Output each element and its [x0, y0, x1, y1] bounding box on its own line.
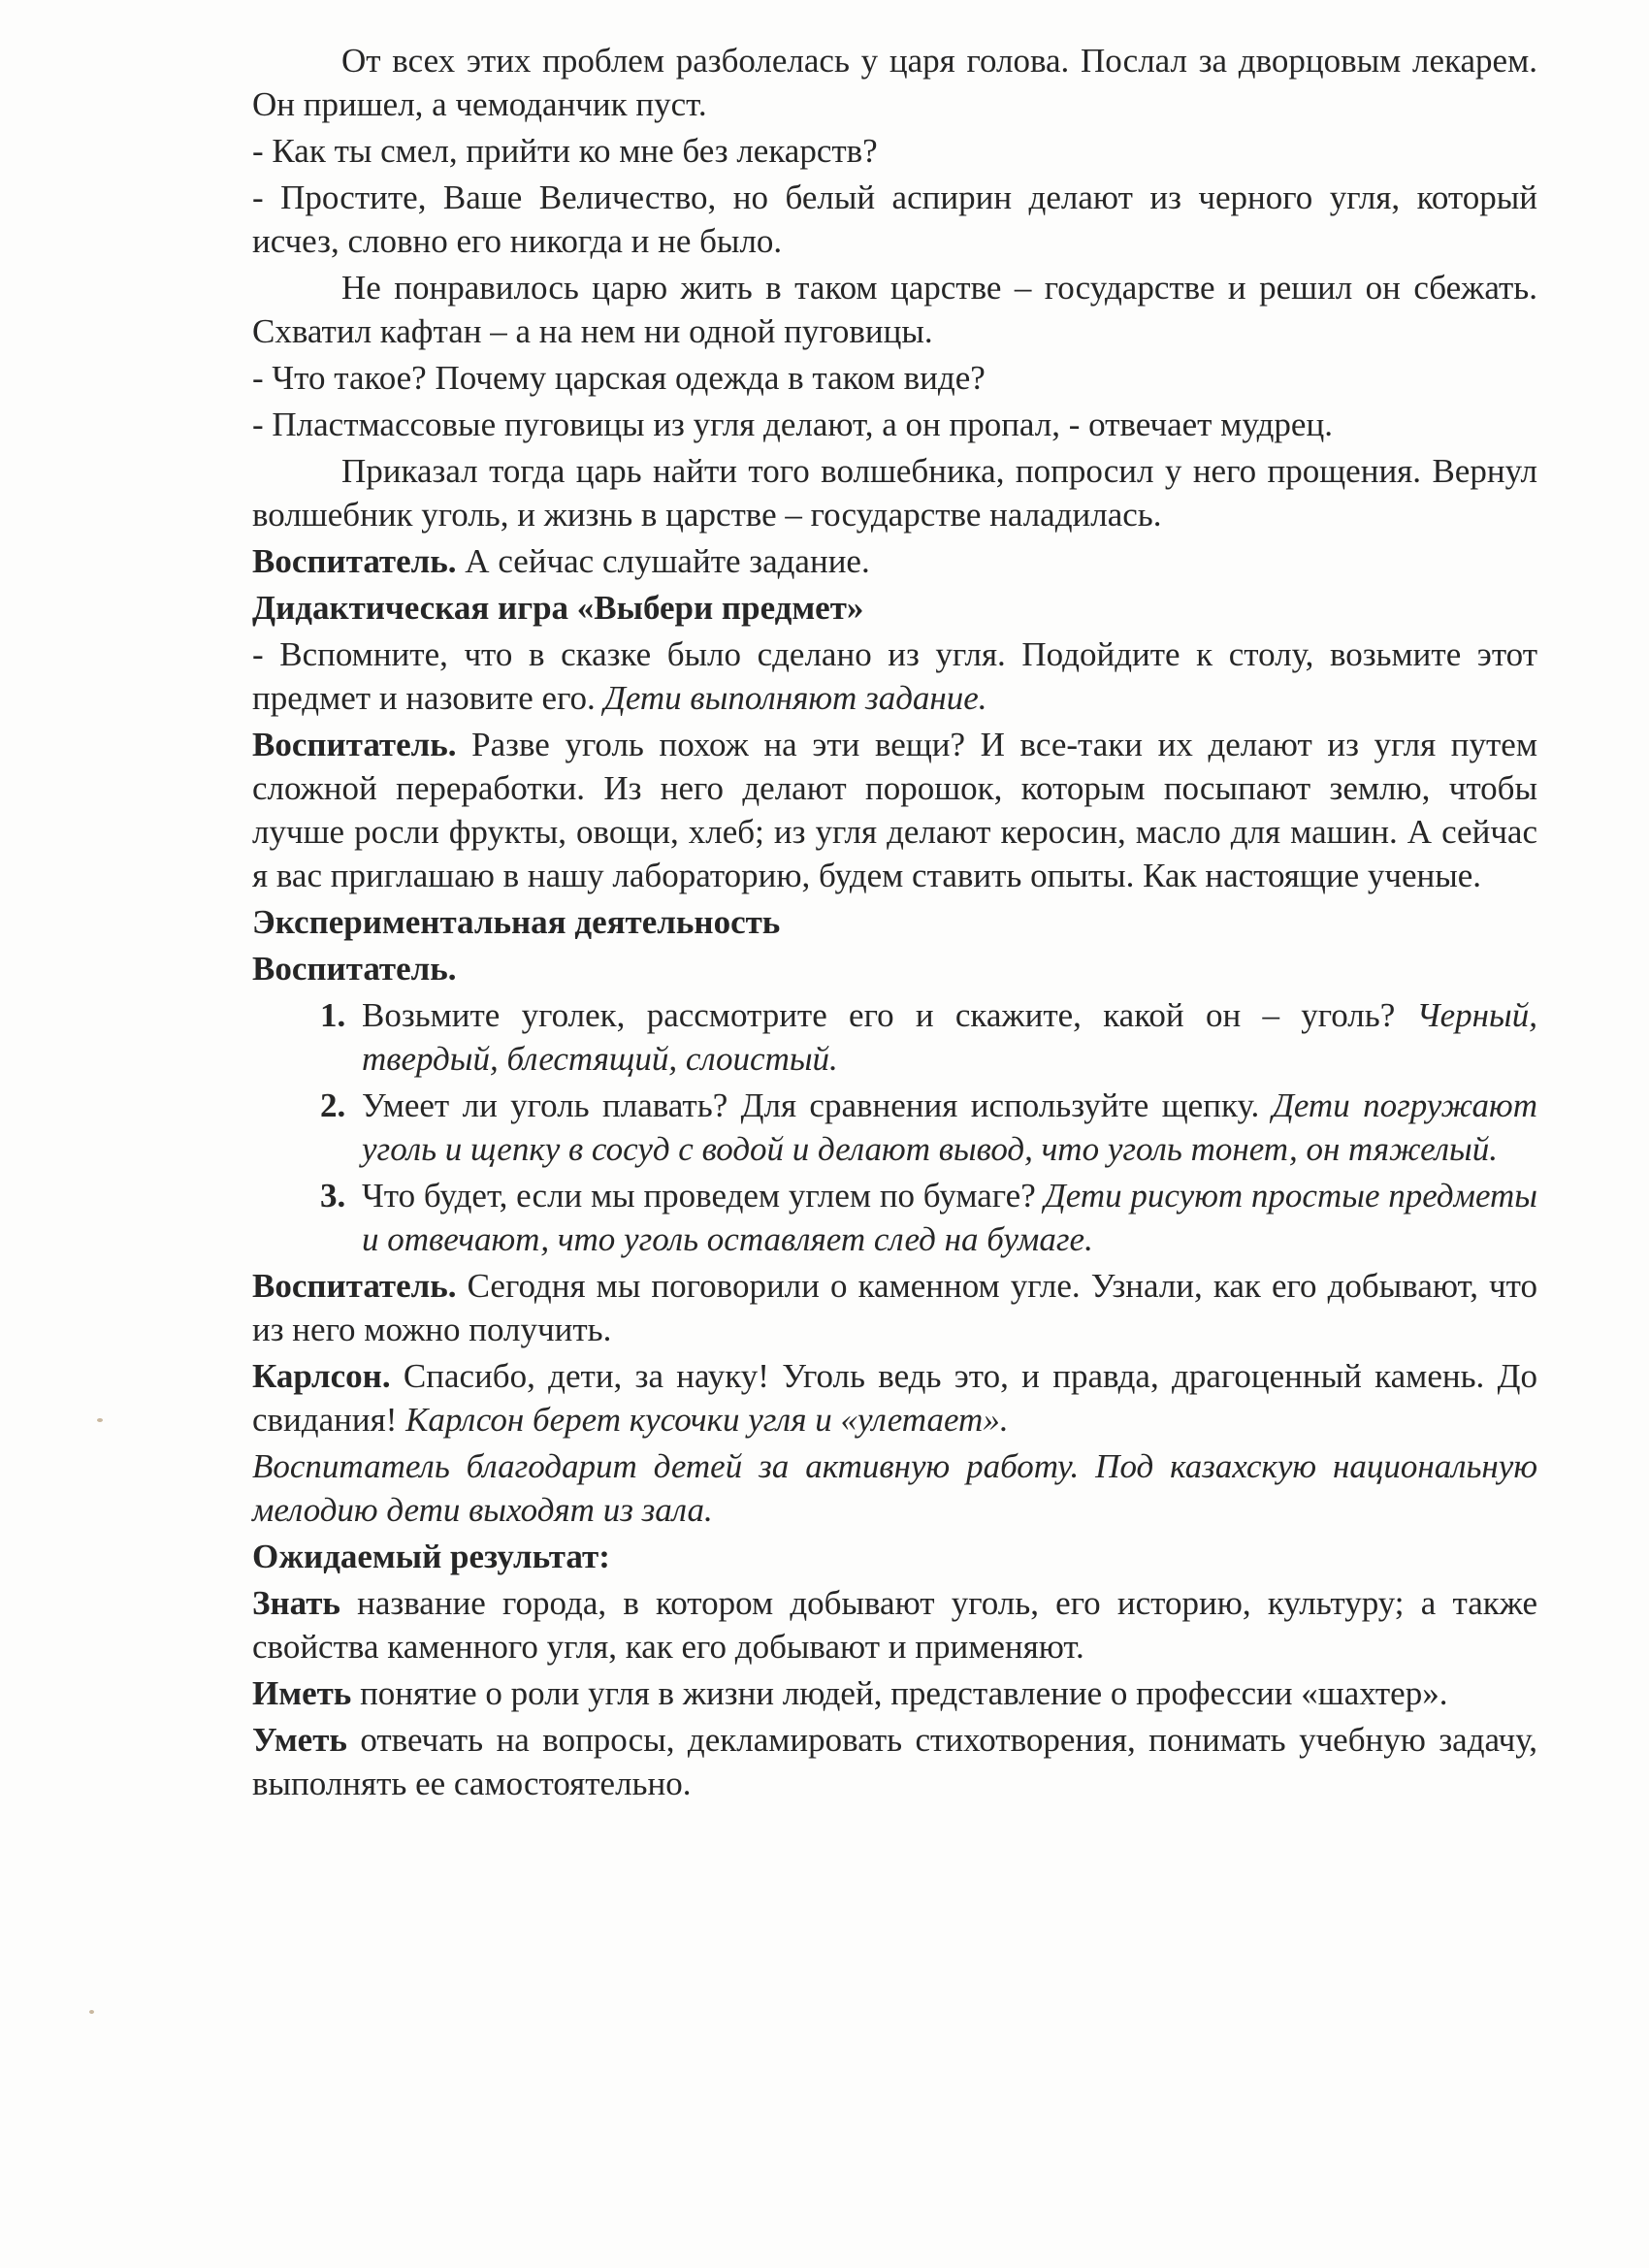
summary-text: Сегодня мы поговорили о каменном угле. Узнали, как его добывают, что из него можно получить.	[252, 1267, 1537, 1348]
stage-note: Черный, твердый, блестящий, слоистый.	[362, 996, 1537, 1078]
teacher-talk	[252, 723, 1537, 897]
item-text: Возьмите уголек, рассмотрите его и скажите, какой он – уголь?	[362, 996, 1417, 1034]
list-item	[354, 1084, 1537, 1171]
speaker-label: Карлсон.	[252, 1357, 391, 1395]
result-text: название города, в котором добывают уголь, его историю, культуру; а также свойства каменного угля, как его добывают и применяют.	[252, 1584, 1537, 1666]
closing-note: Воспитатель благодарит детей за активную работу. Под казахскую национальную мелодию дети выходят из зала.	[252, 1447, 1537, 1529]
story-paragraph: Приказал тогда царь найти того волшебника, попросил у него прощения. Вернул волшебник уголь, и жизнь в царстве – государстве наладилась.	[252, 452, 1537, 534]
story-paragraph: От всех этих проблем разболелась у царя голова. Послал за дворцовым лекарем. Он пришел, а чемоданчик пуст.	[252, 42, 1537, 123]
dialogue-line: - Как ты смел, прийти ко мне без лекарств?	[252, 132, 878, 170]
speaker-label: Воспитатель.	[252, 726, 457, 763]
carlson-text: Спасибо, дети, за науку! Уголь ведь это, и правда, драгоценный камень. До свидания!	[252, 1357, 1537, 1439]
stage-note: Карлсон берет кусочки угля и «улетает».	[405, 1401, 1009, 1439]
task-intro	[252, 539, 1537, 583]
task-intro-text: А сейчас слушайте задание.	[456, 542, 870, 580]
speaker-label: Воспитатель.	[252, 950, 457, 988]
speaker-label: Воспитатель.	[252, 1267, 457, 1305]
speaker-label: Воспитатель.	[252, 542, 457, 580]
stage-note: Дети рисуют простые предметы и отвечают, что уголь оставляет след на бумаге.	[362, 1177, 1537, 1258]
result-text: отвечать на вопросы, декламировать стихотворения, понимать учебную задачу, выполнять ее самостоятельно.	[252, 1721, 1537, 1802]
result-know	[252, 1581, 1537, 1669]
paper-speck	[97, 1418, 103, 1422]
result-label: Уметь	[252, 1721, 347, 1759]
summary-paragraph	[252, 1264, 1537, 1351]
experiment-title: Экспериментальная деятельность	[252, 903, 781, 941]
dialogue-line: - Простите, Ваше Величество, но белый аспирин делают из черного угля, который исчез, словно его никогда и не было.	[252, 178, 1537, 260]
result-label: Иметь	[252, 1674, 352, 1712]
game-instruction	[252, 632, 1537, 720]
item-text: Умеет ли уголь плавать? Для сравнения используйте щепку.	[362, 1086, 1273, 1124]
item-text: Что будет, если мы проведем углем по бумаге?	[362, 1177, 1045, 1215]
results-title: Ожидаемый результат:	[252, 1538, 610, 1575]
dialogue-line: - Пластмассовые пуговицы из угля делают, а он пропал, - отвечает мудрец.	[252, 405, 1333, 443]
paper-speck	[89, 2010, 94, 2014]
list-item	[354, 1174, 1537, 1261]
result-can	[252, 1718, 1537, 1805]
document-page	[252, 39, 1537, 1808]
stage-note: Дети погружают уголь и щепку в сосуд с водой и делают вывод, что уголь тонет, он тяжелый.	[362, 1086, 1537, 1168]
result-text: понятие о роли угля в жизни людей, представление о профессии «шахтер».	[351, 1674, 1448, 1712]
game-title: Дидактическая игра «Выбери предмет»	[252, 589, 864, 627]
carlson-paragraph	[252, 1354, 1537, 1442]
list-item	[354, 993, 1537, 1081]
experiment-list	[252, 993, 1537, 1261]
stage-note: Дети выполняют задание.	[603, 679, 987, 717]
story-paragraph: Не понравилось царю жить в таком царстве – государстве и решил он сбежать. Схватил кафтан – а на нем ни одной пуговицы.	[252, 269, 1537, 350]
dialogue-line: - Что такое? Почему царская одежда в таком виде?	[252, 359, 986, 397]
result-label: Знать	[252, 1584, 340, 1622]
result-have	[252, 1671, 1537, 1715]
teacher-talk-text: Разве уголь похож на эти вещи? И все-таки их делают из угля путем сложной переработки. Из него делают порошок, которым посыпают землю, чтобы лучше росли фрукты, овощи, хлеб; из угля делают керосин, масло для машин. А сейчас я вас приглашаю в нашу лабораторию, будем ставить опыты. Как настоящие ученые.	[252, 726, 1537, 894]
game-text: - Вспомните, что в сказке было сделано из угля. Подойдите к столу, возьмите этот предмет и назовите его.	[252, 635, 1537, 717]
